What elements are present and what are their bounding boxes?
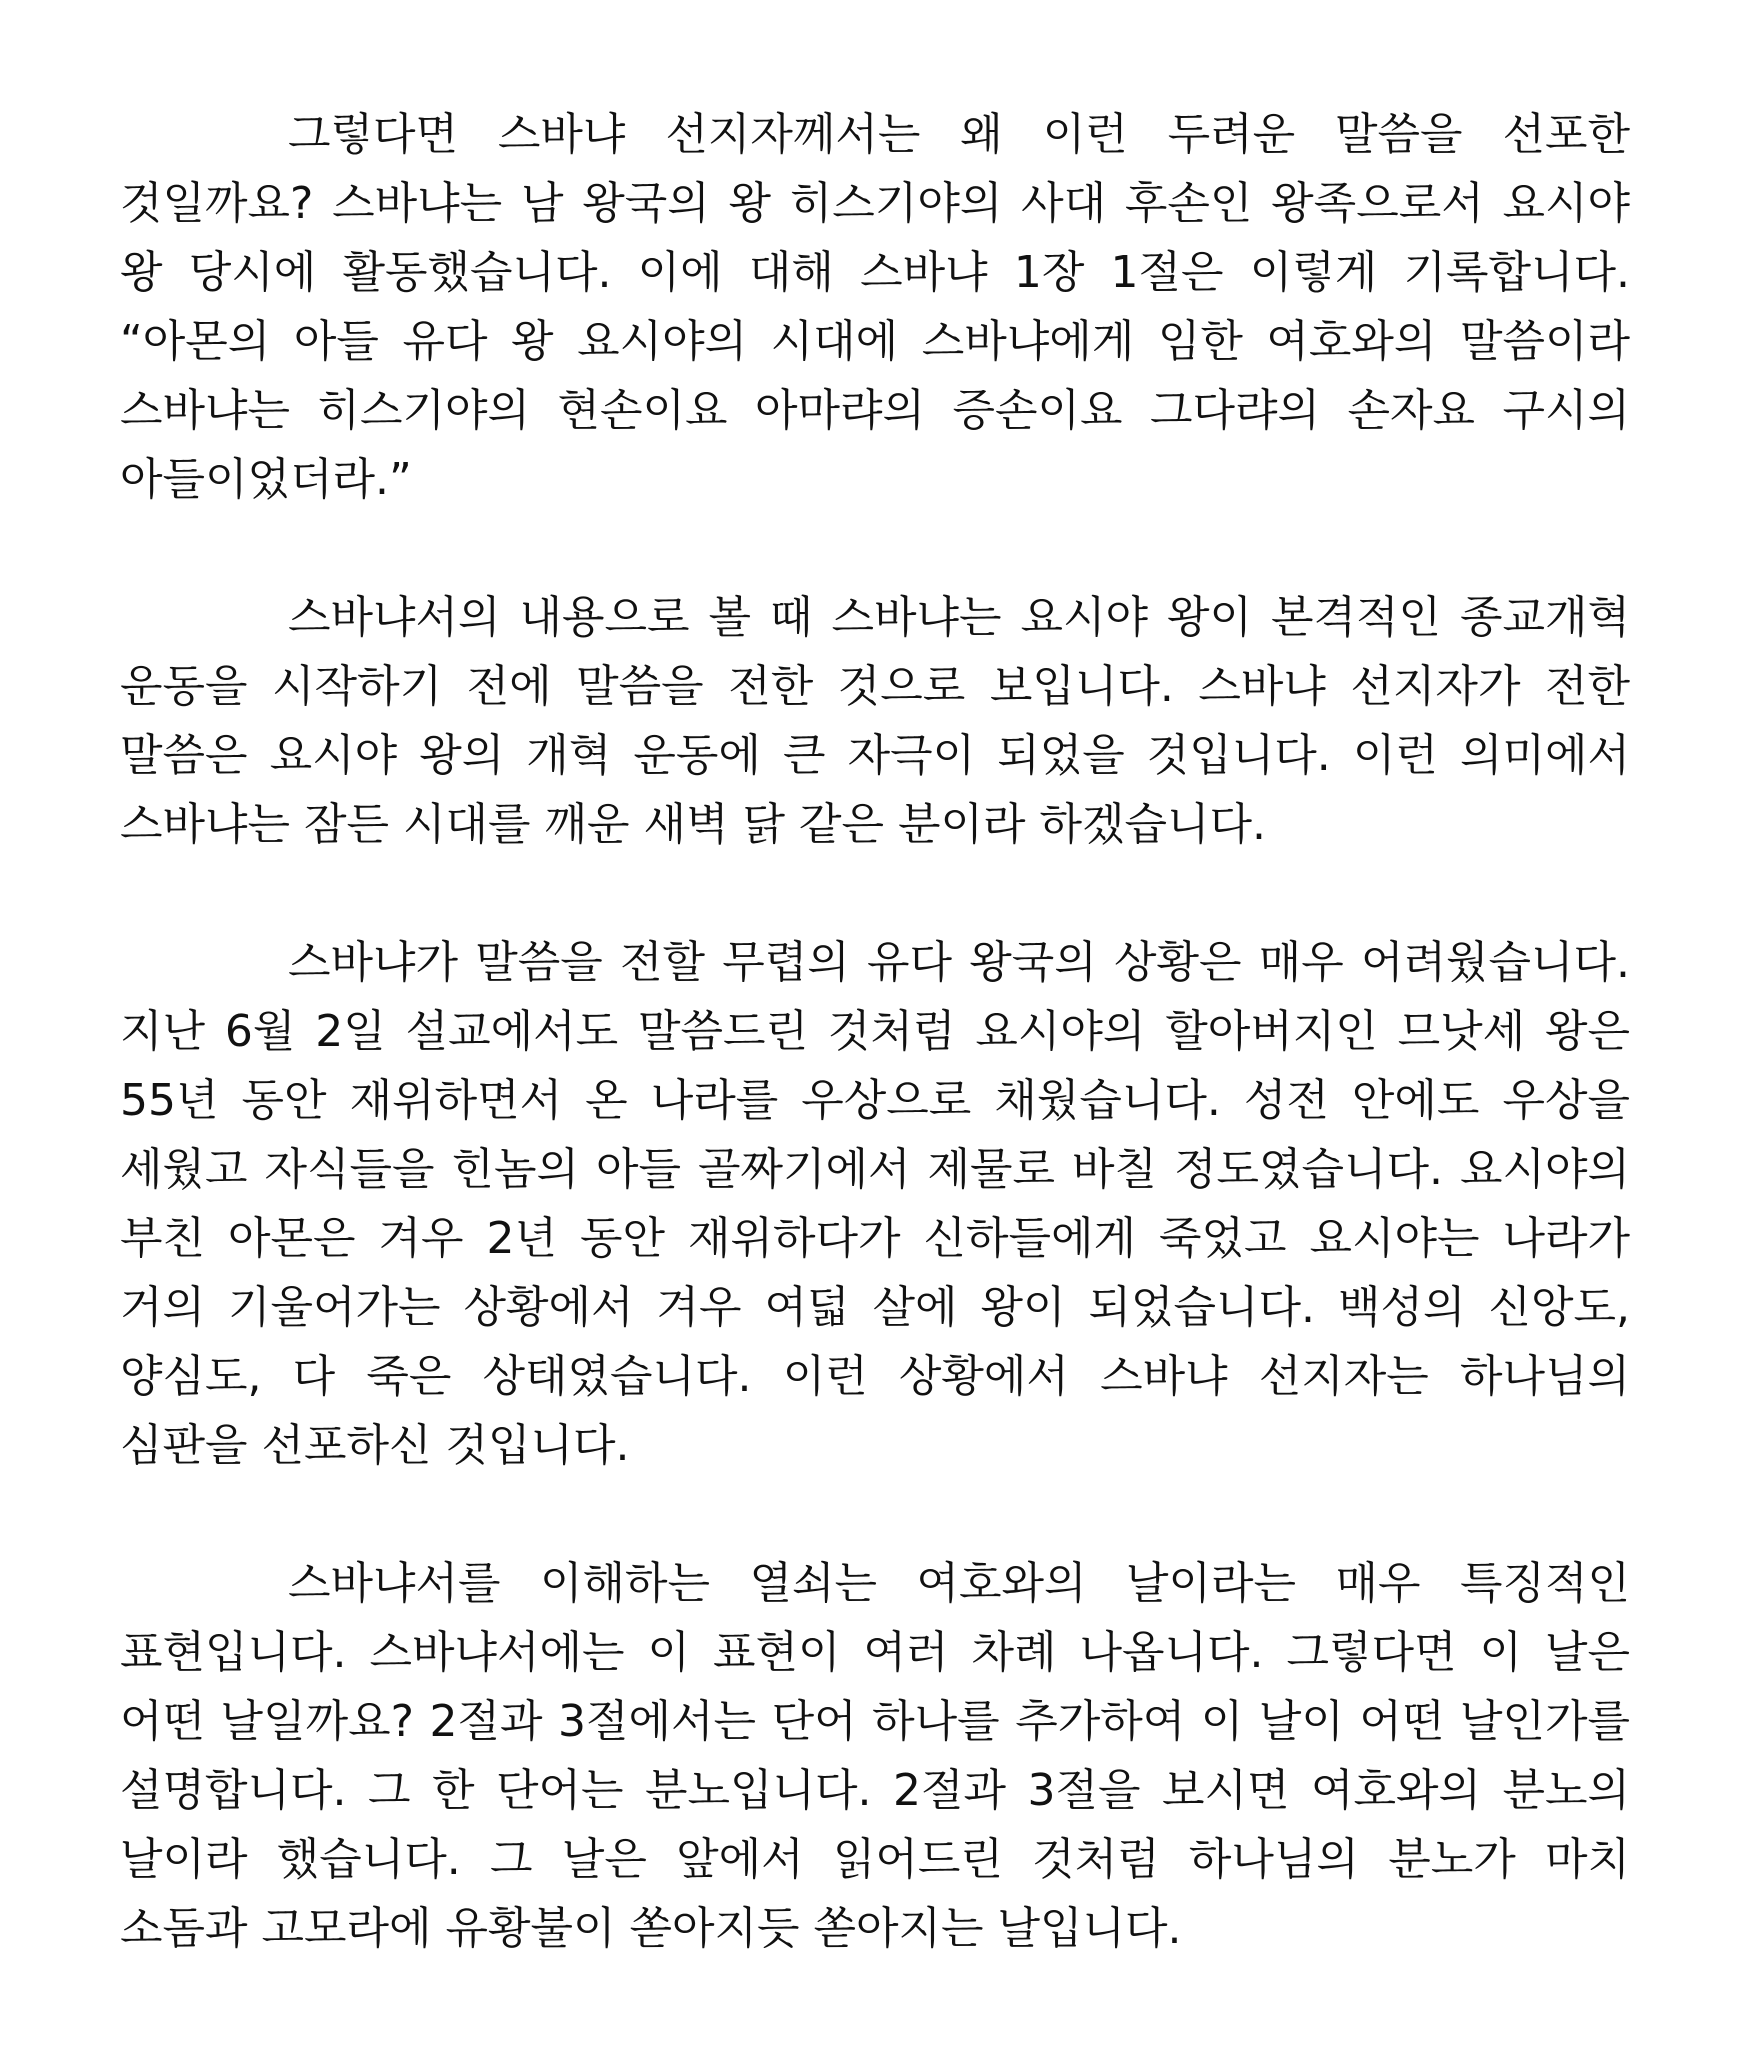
paragraph: 스바냐가 말씀을 전할 무렵의 유다 왕국의 상황은 매우 어려웠습니다. 지난 6월 2일 설교에서도 말씀드린 것처럼 요시야의 할아버지인 므낫세 왕은 55년 동안 재위하면서 온 나라를 우상으로 채웠습니다. 성전 안에도 우상을 세웠고 자식들을 힌놈의 아들 골짜기에서 제물로 바칠 정도였습니다. 요시야의 부친 아몬은 겨우 2년 동안 재위하다가 신하들에게 죽었고 요시야는 나라가 거의 기울어가는 상황에서 겨우 여덟 살에 왕이 되었습니다. 백성의 신앙도, 양심도, 다 죽은 상태였습니다. 이런 상황에서 스바냐 선지자는 하나님의 심판을 선포하신 것입니다. <box>120 937 1630 1471</box>
document-page <box>120 100 1630 1963</box>
paragraph: 그렇다면 스바냐 선지자께서는 왜 이런 두려운 말씀을 선포한 것일까요? 스바냐는 남 왕국의 왕 히스기야의 사대 후손인 왕족으로서 요시야 왕 당시에 활동했습니다. 이에 대해 스바냐 1장 1절은 이렇게 기록합니다. “아몬의 아들 유다 왕 요시야의 시대에 스바냐에게 임한 여호와의 말씀이라 스바냐는 히스기야의 현손이요 아마랴의 증손이요 그다랴의 손자요 구시의 아들이었더라.” <box>120 109 1630 505</box>
paragraph: 스바냐서를 이해하는 열쇠는 여호와의 날이라는 매우 특징적인 표현입니다. 스바냐서에는 이 표현이 여러 차례 나옵니다. 그렇다면 이 날은 어떤 날일까요? 2절과 3절에서는 단어 하나를 추가하여 이 날이 어떤 날인가를 설명합니다. 그 한 단어는 분노입니다. 2절과 3절을 보시면 여호와의 분노의 날이라 했습니다. 그 날은 앞에서 읽어드린 것처럼 하나님의 분노가 마치 소돔과 고모라에 유황불이 쏟아지듯 쏟아지는 날입니다. <box>120 1558 1630 1954</box>
paragraph: 스바냐서의 내용으로 볼 때 스바냐는 요시야 왕이 본격적인 종교개혁 운동을 시작하기 전에 말씀을 전한 것으로 보입니다. 스바냐 선지자가 전한 말씀은 요시야 왕의 개혁 운동에 큰 자극이 되었을 것입니다. 이런 의미에서 스바냐는 잠든 시대를 깨운 새벽 닭 같은 분이라 하겠습니다. <box>120 592 1630 850</box>
